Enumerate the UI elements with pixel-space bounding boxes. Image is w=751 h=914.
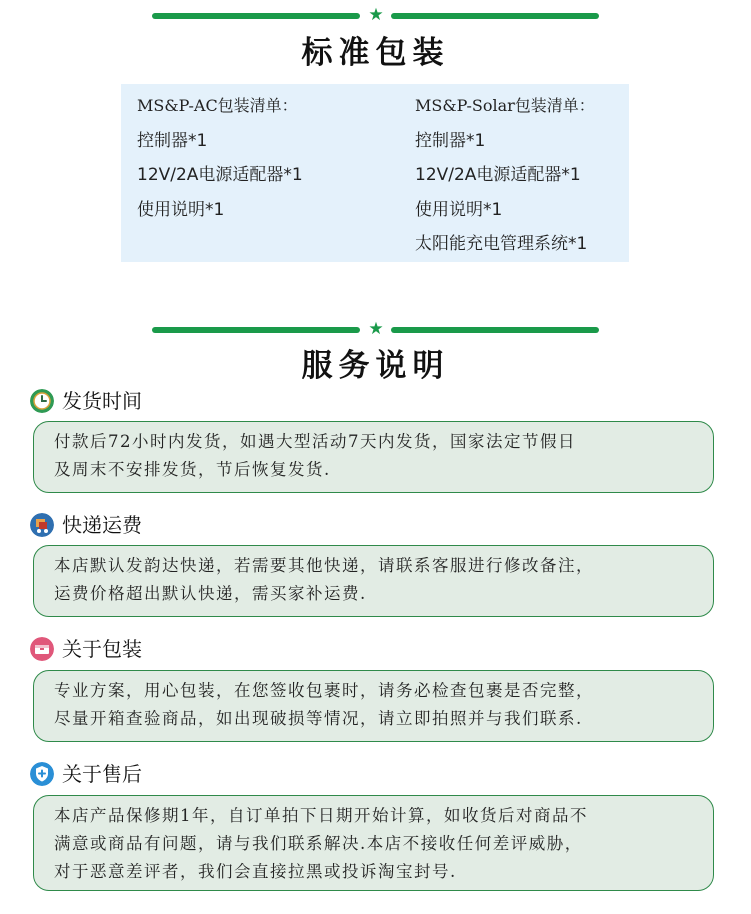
service-label: 关于包装 — [62, 637, 142, 661]
service-box-shipping-time — [33, 421, 714, 493]
section-divider-packaging — [152, 5, 599, 25]
service-text-line: 本店产品保修期1年，自订单拍下日期开始计算，如收货后对商品不 — [54, 806, 588, 825]
ac-list-heading: MS&P-AC包装清单： — [137, 96, 298, 115]
shield-icon — [30, 762, 54, 786]
list-item: 12V/2A电源适配器*1 — [415, 165, 581, 185]
divider-bar-right — [391, 327, 599, 333]
service-box-shipping-fee — [33, 545, 714, 617]
clock-icon — [30, 389, 54, 413]
divider-bar-right — [391, 13, 599, 19]
service-text-line: 尽量开箱查验商品，如出现破损等情况，请立即拍照并与我们联系. — [54, 709, 583, 728]
service-box-after-sales — [33, 795, 714, 891]
list-item: 控制器*1 — [137, 130, 208, 151]
list-item: 12V/2A电源适配器*1 — [137, 165, 303, 185]
section-divider-service — [152, 319, 599, 339]
star-icon: ★ — [368, 319, 384, 339]
service-text-line: 及周末不安排发货，节后恢复发货. — [54, 460, 331, 479]
list-item: 控制器*1 — [415, 130, 486, 151]
delivery-icon — [30, 513, 54, 537]
list-item: 太阳能充电管理系统*1 — [415, 234, 588, 254]
packaging-list-box — [121, 84, 629, 262]
service-label: 关于售后 — [62, 762, 142, 786]
service-text-line: 专业方案，用心包装，在您签收包裹时，请务必检查包裹是否完整， — [54, 681, 594, 700]
list-item: 使用说明*1 — [137, 199, 225, 220]
divider-bar-left — [152, 327, 360, 333]
solar-packing-list — [415, 94, 595, 267]
ac-packing-list — [137, 94, 303, 232]
list-item: 使用说明*1 — [415, 199, 503, 220]
service-title: 服务说明 — [301, 348, 450, 384]
packaging-title: 标准包装 — [301, 35, 450, 71]
star-icon: ★ — [368, 5, 384, 25]
service-text-line: 付款后72小时内发货，如遇大型活动7天内发货，国家法定节假日 — [54, 432, 576, 451]
service-text-line: 对于恶意差评者，我们会直接拉黑或投诉淘宝封号. — [54, 862, 457, 881]
solar-list-heading: MS&P-Solar包装清单： — [415, 96, 595, 115]
divider-bar-left — [152, 13, 360, 19]
service-box-packaging — [33, 670, 714, 742]
service-text-line: 本店默认发韵达快递，若需要其他快递，请联系客服进行修改备注， — [54, 556, 594, 575]
service-text-line: 满意或商品有问题，请与我们联系解决.本店不接收任何差评威胁， — [54, 834, 583, 853]
package-icon — [30, 637, 54, 661]
service-label: 发货时间 — [62, 389, 142, 413]
service-label: 快递运费 — [62, 513, 142, 537]
service-text-line: 运费价格超出默认快递，需买家补运费. — [54, 584, 367, 603]
